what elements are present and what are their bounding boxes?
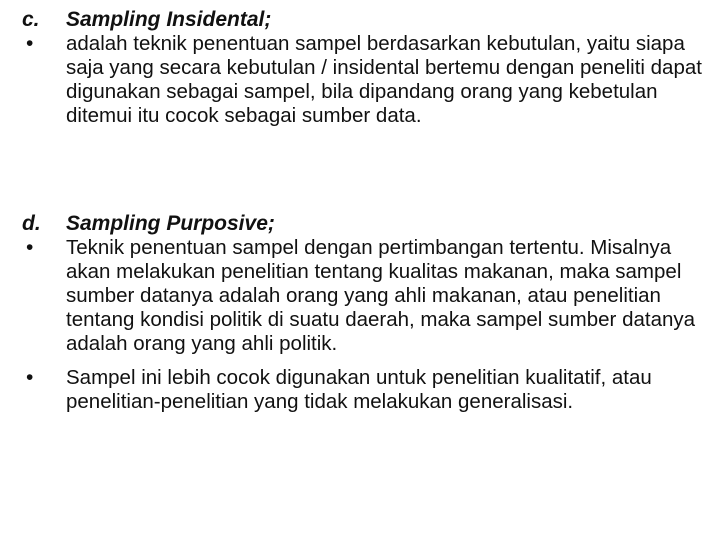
section-heading-row bbox=[22, 212, 712, 236]
section-heading: Sampling Purposive; bbox=[66, 212, 275, 235]
bullet-icon: • bbox=[26, 236, 34, 259]
section-letter: c. bbox=[22, 8, 40, 31]
bullet-item bbox=[22, 236, 712, 356]
bullet-item bbox=[22, 32, 712, 128]
bullet-text: adalah teknik penentuan sampel berdasarkan kebutulan, yaitu siapa saja yang secara kebutulan / insidental bertemu dengan peneliti dapat digunakan sebagai sampel, bila dipandang orang yang kebetulan ditemui itu cocok sebagai sumber data. bbox=[66, 32, 702, 127]
section-sampling-purposive bbox=[22, 212, 712, 414]
bullet-item bbox=[22, 366, 712, 414]
section-sampling-insidental bbox=[22, 8, 712, 128]
bullet-icon: • bbox=[26, 32, 34, 55]
bullet-text: Teknik penentuan sampel dengan pertimbangan tertentu. Misalnya akan melakukan penelitian tentang kualitas makanan, maka sampel sumber datanya adalah orang yang ahli makanan, atau penelitian tentang kondisi politik di suatu daerah, maka sampel sumber datanya adalah orang yang ahli politik. bbox=[66, 236, 696, 355]
bullet-icon: • bbox=[26, 366, 34, 389]
bullet-text: Sampel ini lebih cocok digunakan untuk penelitian kualitatif, atau penelitian-penelitian yang tidak melakukan generalisasi. bbox=[66, 366, 652, 413]
section-letter: d. bbox=[22, 212, 41, 235]
section-heading-row bbox=[22, 8, 712, 32]
section-heading: Sampling Insidental; bbox=[66, 8, 272, 31]
